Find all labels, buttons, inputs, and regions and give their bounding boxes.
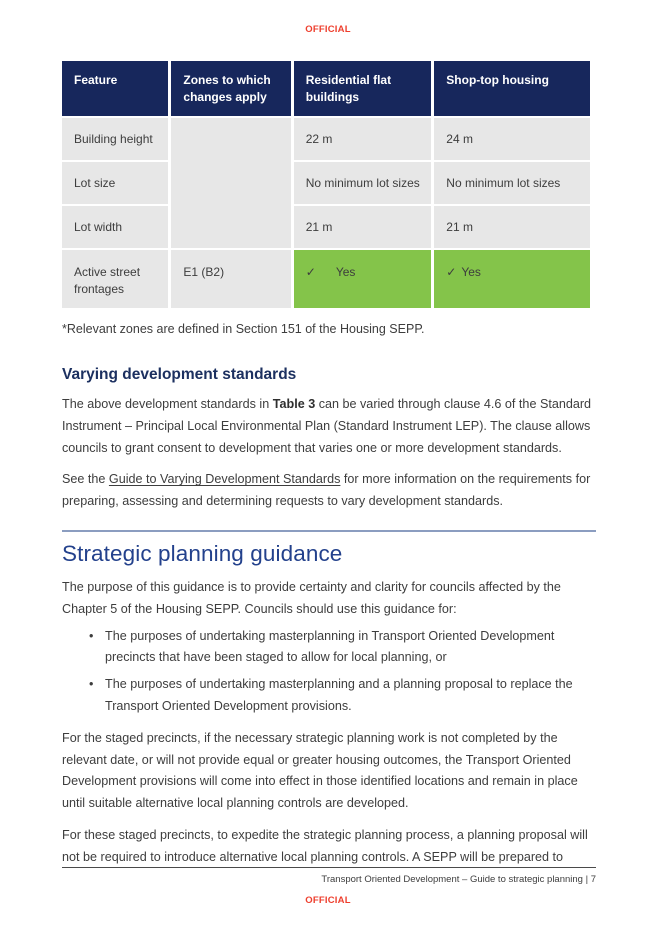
cell-feature: Building height [62, 118, 168, 160]
paragraph-varying-1 [62, 394, 596, 459]
page-title-strategic-planning-guidance: Strategic planning guidance [62, 540, 343, 566]
paragraph-staged-precincts-2: For these staged precincts, to expedite the strategic planning process, a planning proposal will not be required to introduce alternative local planning controls. A SEPP will be prepared to [62, 827, 588, 864]
table-row [62, 162, 590, 204]
paragraph-strategic-intro: The purpose of this guidance is to provide certainty and clarity for councils affected by the Chapter 5 of the Housing SEPP. Councils should use this guidance for: [62, 579, 561, 616]
cell-residential: No minimum lot sizes [294, 162, 432, 204]
cell-residential-yes [294, 250, 432, 308]
footer-document-title-and-page-number: Transport Oriented Development – Guide to strategic planning | 7 [321, 874, 596, 885]
text-run: See the [62, 472, 109, 487]
cell-shoptop: 21 m [434, 206, 590, 248]
list-item: • The purposes of undertaking masterplanning in Transport Oriented Development precincts that have been staged to allow for local planning, or [62, 626, 596, 670]
cell-feature: Active street frontages [62, 250, 168, 308]
guidance-purpose-list [62, 626, 596, 718]
text-run: The above development standards in [62, 397, 273, 411]
yes-label: Yes [335, 265, 356, 279]
table-row-highlighted [62, 250, 590, 308]
table-3-reference: Table 3 [272, 397, 316, 411]
yes-label: Yes [461, 265, 481, 279]
page-content [0, 59, 656, 869]
cell-feature: Lot size [62, 162, 168, 204]
cell-shoptop: 24 m [434, 118, 590, 160]
cell-residential: 21 m [294, 206, 432, 248]
page-footer [62, 867, 596, 885]
table-row [62, 118, 590, 160]
header-feature: Feature [62, 61, 168, 116]
check-icon: ✓ [446, 265, 457, 279]
check-icon: ✓ [305, 265, 316, 279]
table-row [62, 206, 590, 248]
cell-shoptop: No minimum lot sizes [434, 162, 590, 204]
cell-feature: Lot width [62, 206, 168, 248]
list-item: • The purposes of undertaking masterplanning and a planning proposal to replace the Transport Oriented Development provisions. [62, 674, 596, 718]
cell-residential: 22 m [294, 118, 432, 160]
header-zones: Zones to which changes apply [171, 61, 290, 116]
zones-merged-cell [171, 118, 290, 248]
paragraph-staged-precincts-1: For the staged precincts, if the necessary strategic planning work is not completed by the relevant date, or will not provide equal or greater housing outcomes, the Transport Oriented Development provisions will come into effect in those identified locations and remain in place until suitable alternative local planning controls are developed. [62, 730, 578, 811]
classification-marking-top: OFFICIAL [305, 24, 351, 35]
header-residential-flat-buildings: Residential flat buildings [294, 61, 432, 116]
text-run: for more information on the requirements for preparing, assessing and determining requests to vary development standards. [62, 472, 591, 509]
table-footnote: *Relevant zones are defined in Section 151 of the Housing SEPP. [62, 322, 425, 336]
footer-rule [62, 867, 596, 868]
cell-zones: E1 (B2) [171, 250, 290, 308]
text-run: can be varied through clause 4.6 of the Standard Instrument – Principal Local Environmental Plan (Standard Instrument LEP). The clause allows councils to grant consent to development that varies one or more development standards. [62, 397, 592, 455]
section-divider-rule [62, 530, 596, 532]
paragraph-varying-2 [62, 469, 596, 513]
classification-marking-bottom: OFFICIAL [305, 895, 351, 906]
table-header-row [62, 61, 590, 116]
development-standards-table [59, 59, 593, 310]
header-shop-top-housing: Shop-top housing [434, 61, 590, 116]
cell-shoptop-yes [434, 250, 590, 308]
guide-to-varying-development-standards-link[interactable]: Guide to Varying Development Standards [108, 472, 341, 487]
section-heading-varying-development-standards: Varying development standards [62, 366, 297, 383]
